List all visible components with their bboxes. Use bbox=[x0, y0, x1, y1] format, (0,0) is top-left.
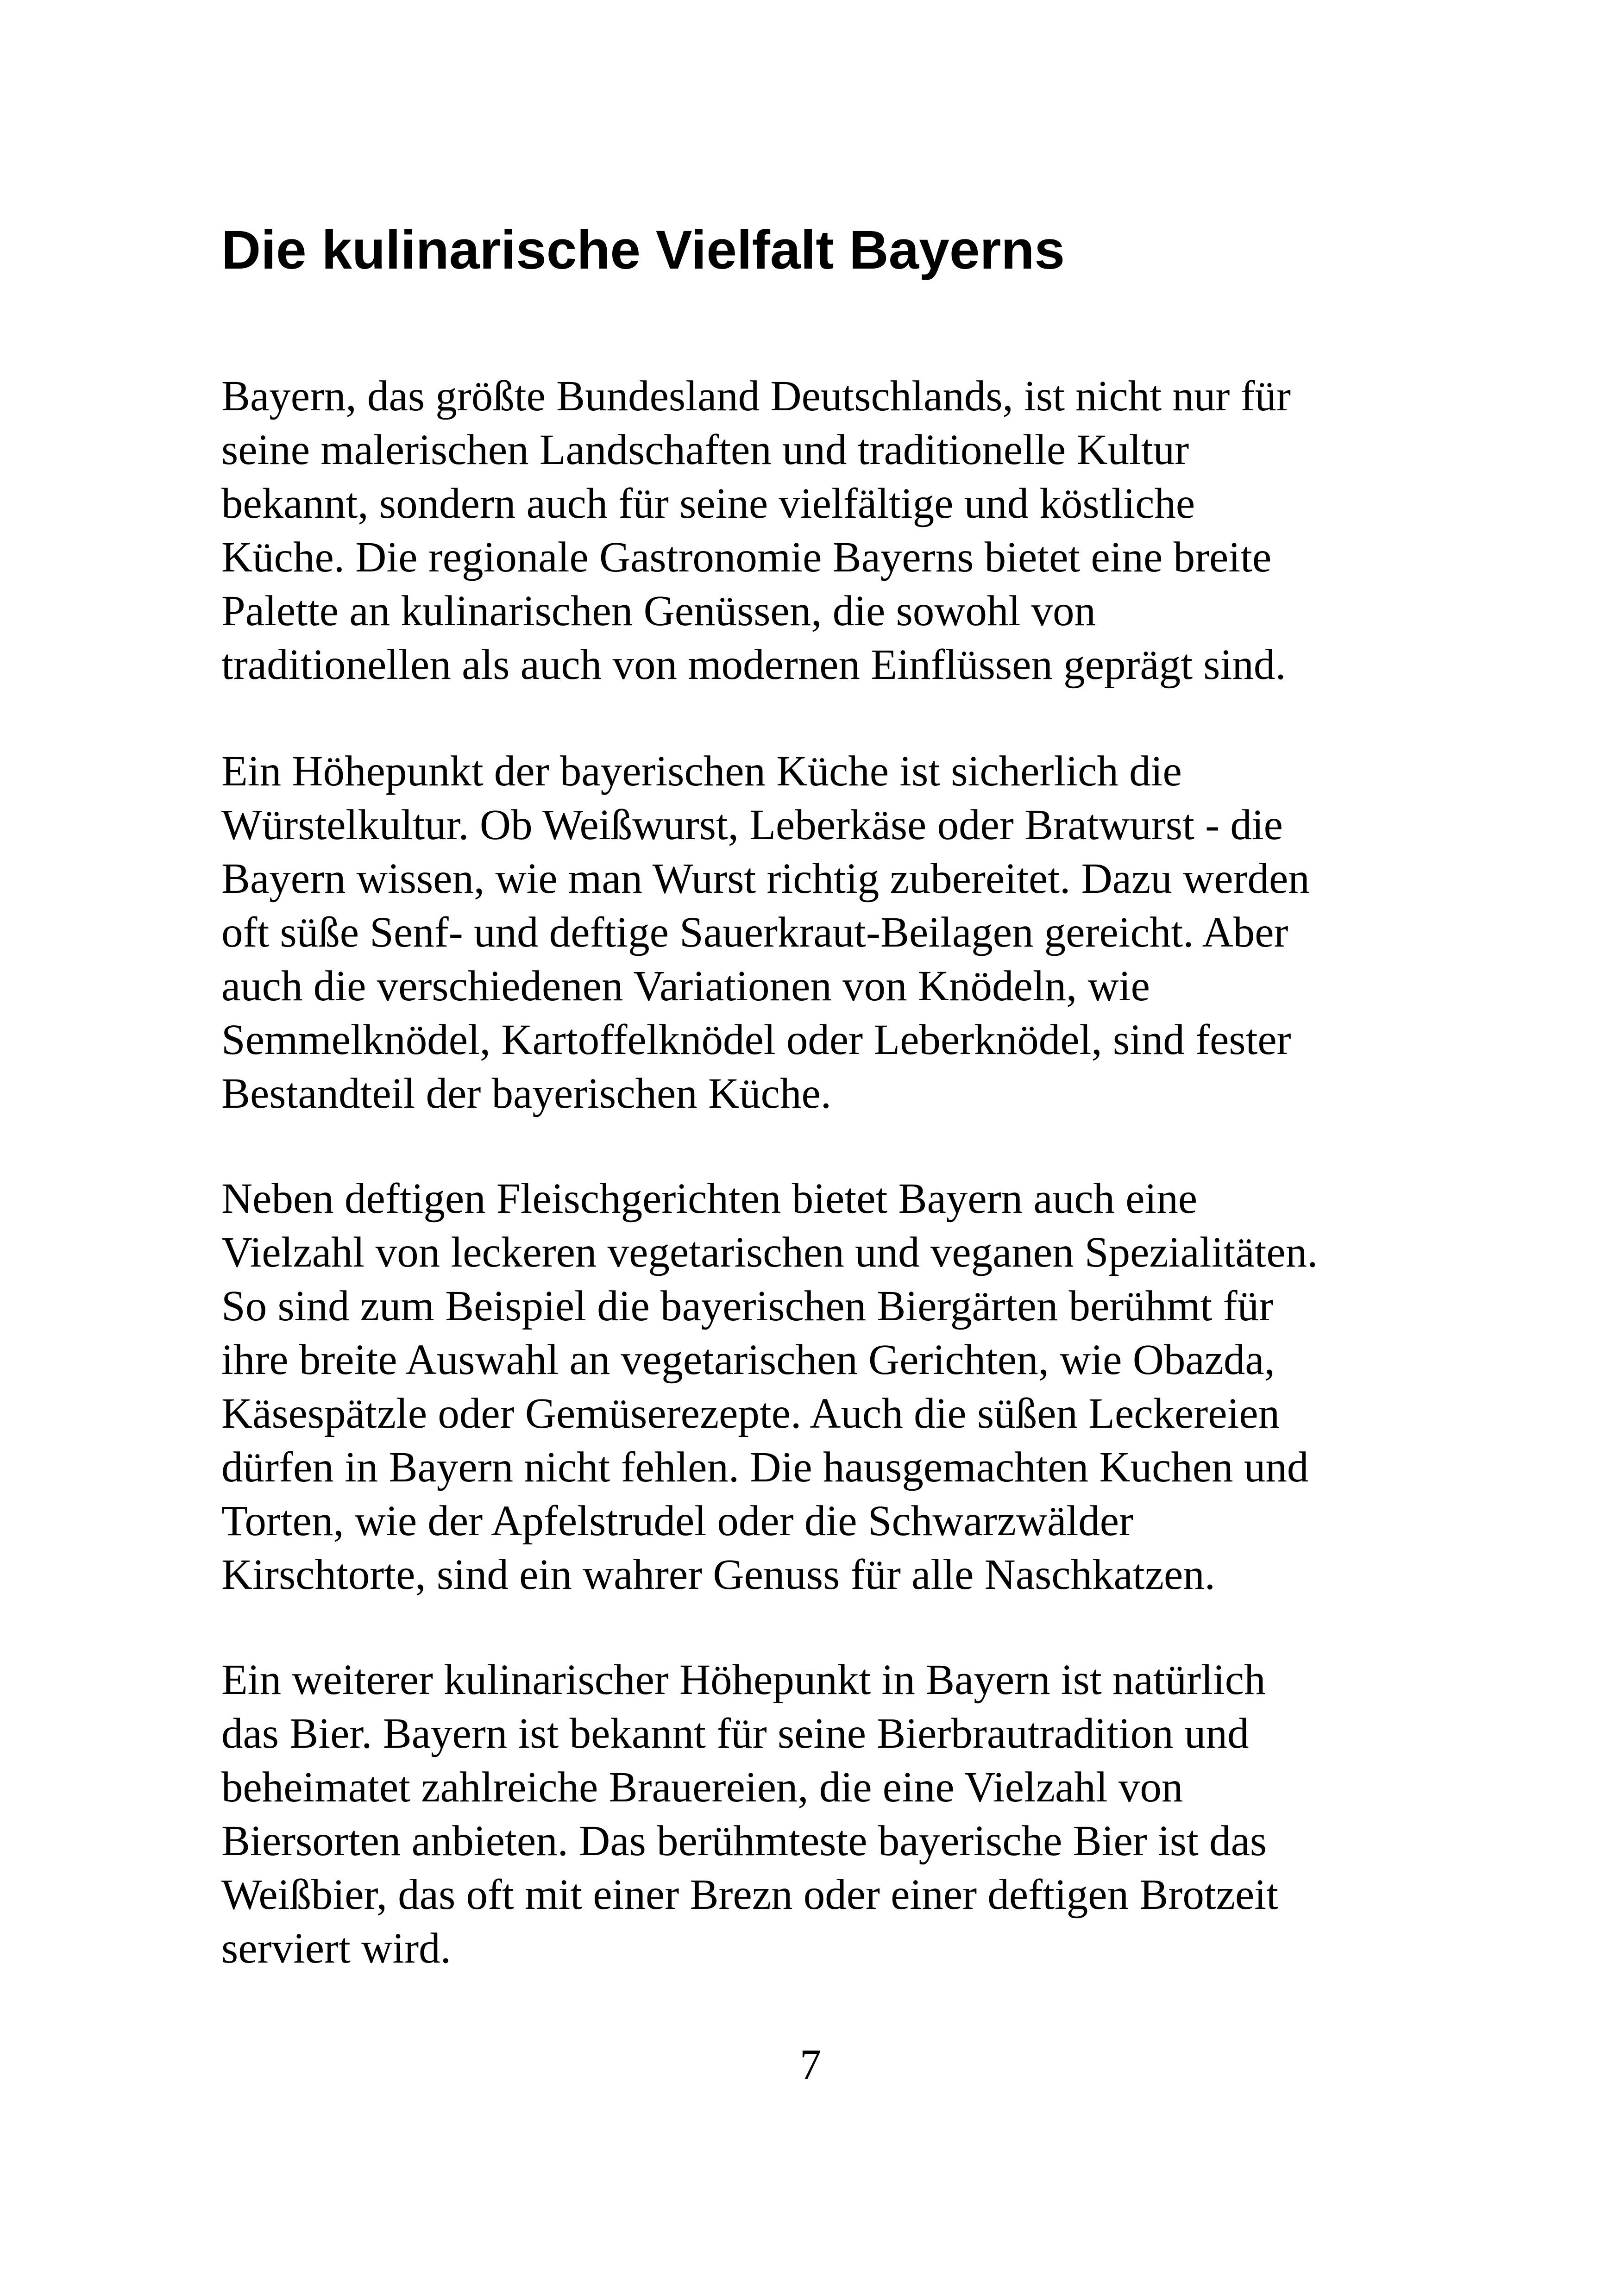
text-line: Torten, wie der Apfelstrudel oder die Schwarzwälder bbox=[221, 1497, 1133, 1545]
text-line: Ein weiterer kulinarischer Höhepunkt in Bayern ist natürlich bbox=[221, 1656, 1266, 1704]
text-line: Semmelknödel, Kartoffelknödel oder Leberknödel, sind fester bbox=[221, 1016, 1291, 1064]
text-line: auch die verschiedenen Variationen von Knödeln, wie bbox=[221, 962, 1150, 1010]
text-line: Bayern wissen, wie man Wurst richtig zubereitet. Dazu werden bbox=[221, 855, 1310, 903]
text-line: Vielzahl von leckeren vegetarischen und veganen Spezialitäten. bbox=[221, 1229, 1318, 1276]
text-line: Bestandteil der bayerischen Küche. bbox=[221, 1070, 831, 1117]
text-line: ihre breite Auswahl an vegetarischen Gerichten, wie Obazda, bbox=[221, 1336, 1275, 1384]
page-number: 7 bbox=[799, 2041, 822, 2089]
text-line: Weißbier, das oft mit einer Brezn oder einer deftigen Brotzeit bbox=[221, 1871, 1278, 1919]
text-line: bekannt, sondern auch für seine vielfältige und köstliche bbox=[221, 480, 1195, 527]
text-line: seine malerischen Landschaften und traditionelle Kultur bbox=[221, 426, 1189, 474]
text-line: Küche. Die regionale Gastronomie Bayerns bietet eine breite bbox=[221, 533, 1272, 581]
text-line: Käsespätzle oder Gemüserezepte. Auch die süßen Leckereien bbox=[221, 1390, 1280, 1437]
text-line: dürfen in Bayern nicht fehlen. Die hausgemachten Kuchen und bbox=[221, 1443, 1309, 1491]
text-line: Palette an kulinarischen Genüssen, die sowohl von bbox=[221, 587, 1096, 635]
paragraph bbox=[221, 1172, 1449, 1602]
text-line: das Bier. Bayern ist bekannt für seine Bierbrautradition und bbox=[221, 1710, 1249, 1757]
text-line: Würstelkultur. Ob Weißwurst, Leberkäse oder Bratwurst - die bbox=[221, 801, 1283, 849]
text-line: traditionellen als auch von modernen Einflüssen geprägt sind. bbox=[221, 641, 1286, 689]
paragraph bbox=[221, 370, 1449, 692]
text-line: Ein Höhepunkt der bayerischen Küche ist sicherlich die bbox=[221, 747, 1182, 795]
text-line: So sind zum Beispiel die bayerischen Biergärten berühmt für bbox=[221, 1282, 1274, 1330]
text-line: Bayern, das größte Bundesland Deutschlands, ist nicht nur für bbox=[221, 372, 1291, 420]
page-title: Die kulinarische Vielfalt Bayerns bbox=[221, 220, 1065, 281]
text-line: oft süße Senf- und deftige Sauerkraut-Beilagen gereicht. Aber bbox=[221, 909, 1288, 956]
text-line: serviert wird. bbox=[221, 1925, 451, 1972]
paragraph bbox=[221, 1653, 1449, 1976]
text-line: Kirschtorte, sind ein wahrer Genuss für alle Naschkatzen. bbox=[221, 1551, 1215, 1599]
text-line: Biersorten anbieten. Das berühmteste bayerische Bier ist das bbox=[221, 1817, 1267, 1865]
text-line: Neben deftigen Fleischgerichten bietet Bayern auch eine bbox=[221, 1175, 1198, 1223]
paragraph bbox=[221, 745, 1449, 1121]
text-line: beheimatet zahlreiche Brauereien, die eine Vielzahl von bbox=[221, 1763, 1183, 1811]
